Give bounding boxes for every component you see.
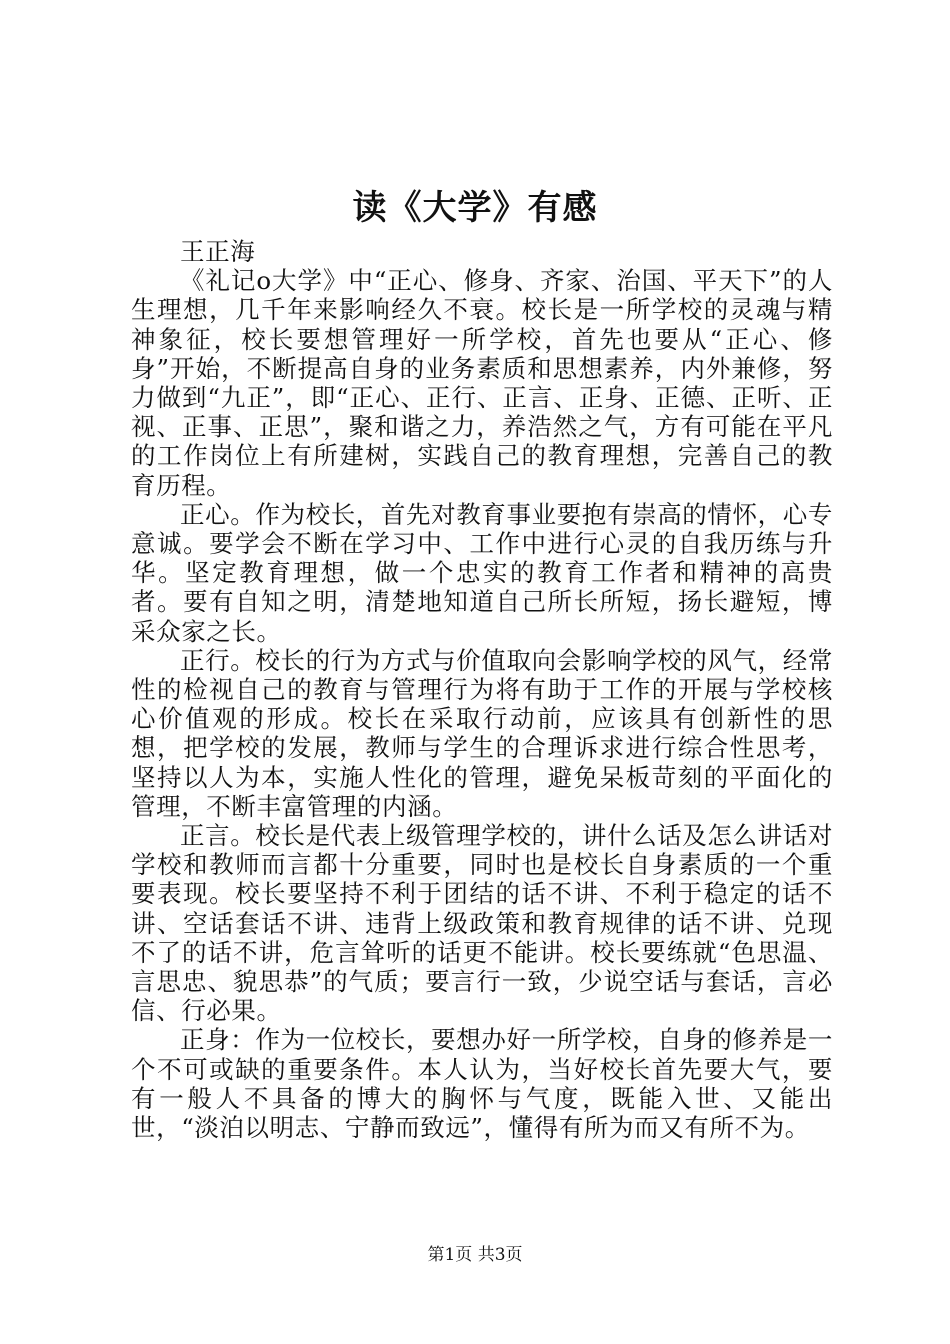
paragraph-zhengshen: 正身：作为一位校长，要想办好一所学校，自身的修养是一个不可或缺的重要条件。本人认为，当好校长首先要大气，要有一般人不具备的博大的胸怀与气度，既能入世、又能出世，“淡泊以明志、宁静而致远”，懂得有所为而又有所不为。 <box>131 1025 833 1143</box>
author-name: 王正海 <box>180 237 256 266</box>
page-number-footer: 第1页 共3页 <box>427 1245 523 1265</box>
paragraph-zhengxing: 正行。校长的行为方式与价值取向会影响学校的风气，经常性的检视自己的教育与管理行为将有助于工作的开展与学校核心价值观的形成。校长在采取行动前，应该具有创新性的思想，把学校的发展，教师与学生的合理诉求进行综合性思考，坚持以人为本，实施人性化的管理，避免呆板苛刻的平面化的管理，不断丰富管理的内涵。 <box>131 645 833 821</box>
paragraph-zhengxin: 正心。作为校长，首先对教育事业要抱有崇高的情怀，心专意诚。要学会不断在学习中、工作中进行心灵的自我历练与升华。坚定教育理想，做一个忠实的教育工作者和精神的高贵者。要有自知之明，清楚地知道自己所长所短，扬长避短，博采众家之长。 <box>131 499 833 646</box>
paragraph-intro: 《礼记o大学》中“正心、修身、齐家、治国、平天下”的人生理想，几千年来影响经久不衰。校长是一所学校的灵魂与精神象征，校长要想管理好一所学校，首先也要从“正心、修身”开始，不断提高自身的业务素质和思想素养，内外兼修，努力做到“九正”，即“正心、正行、正言、正身、正德、正听、正视、正事、正思”，聚和谐之力，养浩然之气，方有可能在平凡的工作岗位上有所建树，实践自己的教育理想，完善自己的教育历程。 <box>131 266 833 500</box>
document-title: 读《大学》有感 <box>352 188 598 228</box>
document-body <box>131 237 833 1142</box>
paragraph-zhengyan: 正言。校长是代表上级管理学校的，讲什么话及怎么讲话对学校和教师而言都十分重要，同时也是校长自身素质的一个重要表现。校长要坚持不利于团结的话不讲、不利于稳定的话不讲、空话套话不讲、违背上级政策和教育规律的话不讲、兑现不了的话不讲，危言耸听的话更不能讲。校长要练就“色思温、言思忠、貌思恭”的气质；要言行一致，少说空话与套话，言必信、行必果。 <box>131 821 833 1026</box>
